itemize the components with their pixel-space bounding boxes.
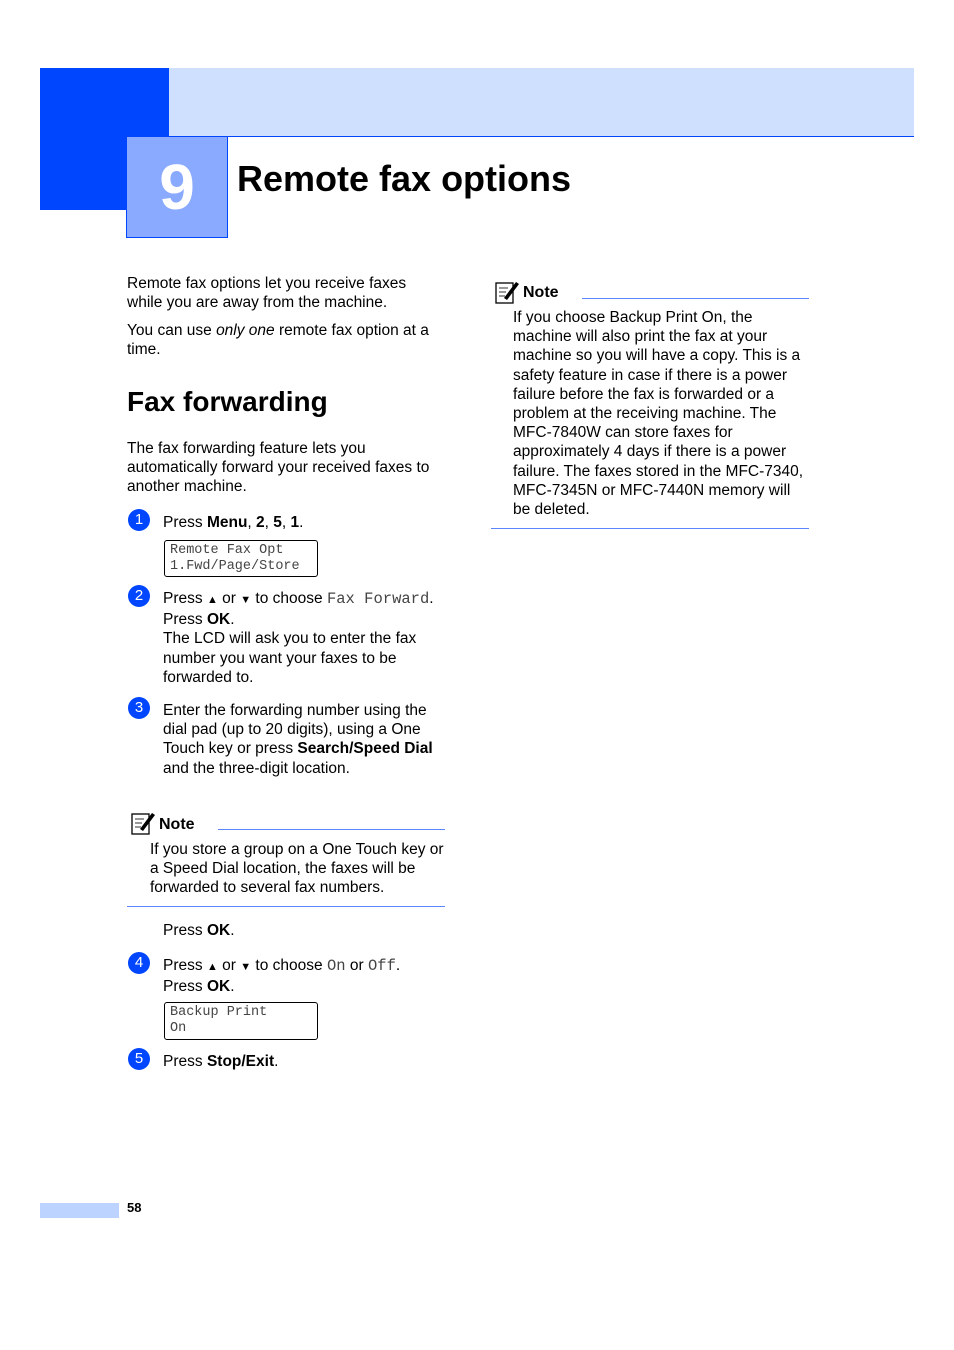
note-pencil-icon bbox=[494, 279, 520, 305]
section-title: Fax forwarding bbox=[127, 386, 328, 417]
lcd-display-2 bbox=[164, 1002, 318, 1040]
step-2-badge: 2 bbox=[128, 585, 150, 607]
step-4-text: Press ▲ or ▼ to choose On or Off. Press OK. bbox=[163, 957, 401, 996]
intro-paragraph-2: You can use only one remote fax option at a time. bbox=[127, 322, 429, 359]
lcd-line: On bbox=[170, 1021, 187, 1036]
intro-paragraph: Remote fax options let you receive faxes while you are away from the machine. bbox=[127, 275, 407, 312]
step-4-badge: 4 bbox=[128, 952, 150, 974]
lcd-line: Backup Print bbox=[170, 1005, 268, 1020]
lcd-display-1 bbox=[164, 540, 318, 577]
step-5-text: Press Stop/Exit. bbox=[163, 1053, 279, 1070]
note-rule bbox=[218, 829, 445, 830]
note-bottom-rule bbox=[491, 528, 809, 529]
lcd-line: Remote Fax Opt bbox=[170, 543, 284, 558]
up-arrow-icon: ▲ bbox=[206, 961, 218, 973]
note-label: Note bbox=[523, 284, 559, 301]
note-text: If you choose Backup Print On, the machine will also print the fax at your machine so you will have a copy. This is a safety feature in case if there is a power failure before the fax is forwarded or a problem at the receiving machine. The MFC-7840W can store faxes for approximately 4 days if there is a power failure. The faxes stored in the MFC-7340, MFC-7345N or MFC-7440N memory will be deleted. bbox=[513, 309, 804, 519]
down-arrow-icon: ▼ bbox=[240, 594, 252, 606]
section-intro: The fax forwarding feature lets you automatically forward your received faxes to another machine. bbox=[127, 440, 430, 496]
step-3-badge: 3 bbox=[128, 697, 150, 719]
note-label: Note bbox=[159, 816, 195, 833]
step-5-badge: 5 bbox=[128, 1048, 150, 1070]
page-number: 58 bbox=[127, 1200, 142, 1215]
step-2-text: Press ▲ or ▼ to choose Fax Forward. Press OK. The LCD will ask you to enter the fax number you want your faxes to be forwarded to. bbox=[163, 590, 434, 686]
up-arrow-icon: ▲ bbox=[206, 594, 218, 606]
lcd-line: 1.Fwd/Page/Store bbox=[170, 559, 300, 574]
note-rule bbox=[582, 298, 809, 299]
step-3-continue: Press OK. bbox=[163, 922, 235, 939]
down-arrow-icon: ▼ bbox=[240, 961, 252, 973]
step-1-badge: 1 bbox=[128, 509, 150, 531]
note-bottom-rule bbox=[127, 906, 445, 907]
chapter-title: Remote fax options bbox=[237, 158, 572, 199]
step-3-text: Enter the forwarding number using the dial pad (up to 20 digits), using a One Touch key or press Search/Speed Dial and the three-digit location. bbox=[163, 702, 433, 777]
note-pencil-icon bbox=[130, 810, 156, 836]
note-text: If you store a group on a One Touch key or a Speed Dial location, the faxes will be forwarded to several fax numbers. bbox=[150, 841, 444, 897]
chapter-number: 9 bbox=[159, 151, 195, 223]
header-band bbox=[40, 68, 914, 137]
footer-band bbox=[40, 1203, 119, 1218]
step-1-text: Press Menu, 2, 5, 1. bbox=[163, 514, 304, 531]
